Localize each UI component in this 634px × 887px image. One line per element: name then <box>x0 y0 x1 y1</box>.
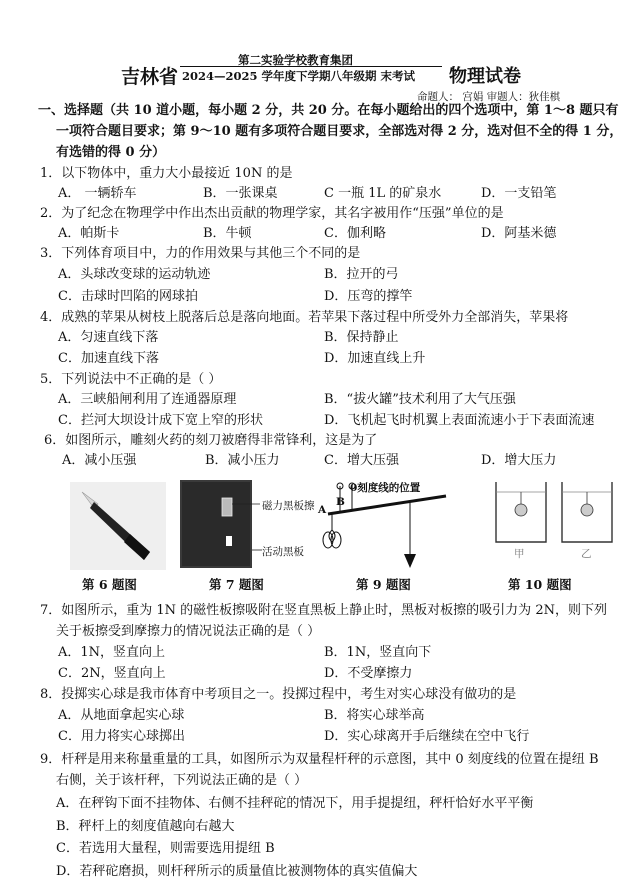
q3-stem: 3．下列体育项目中，力的作用效果与其他三个不同的是 <box>40 246 361 261</box>
q1-option-d: D．一支铅笔 <box>481 186 557 201</box>
q6-option-b: B．减小压力 <box>205 453 280 468</box>
q4-option-a: A．匀速直线下落 <box>58 330 159 345</box>
figure-10-caption: 第 10 题图 <box>508 577 572 592</box>
q6-option-a: A．减小压强 <box>62 453 137 468</box>
q2-option-d: D．阿基米德 <box>481 226 557 241</box>
q9-stem-line2: 右侧，关于该杆秤，下列说法正确的是（ ） <box>56 773 308 788</box>
q9-stem-line1: 9．杆秤是用来称量重量的工具，如图所示为双量程杆秤的示意图，其中 0 刻度线的位置在提纽 B <box>40 752 599 767</box>
school-underline <box>180 66 442 67</box>
q4-option-c: C．加速直线下落 <box>58 351 159 366</box>
section-intro-line3: 有选错的得 0 分） <box>56 145 166 160</box>
beakers-illustration <box>490 478 620 566</box>
school-name: 第二实验学校教育集团 <box>238 53 353 67</box>
q7-option-b: B．1N，竖直向下 <box>324 645 432 660</box>
beaker-left <box>496 482 546 542</box>
q8-option-d: D．实心球离开手后继续在空中飞行 <box>324 729 530 744</box>
q2-option-a: A．帕斯卡 <box>58 226 120 241</box>
figure-6-caption: 第 6 题图 <box>82 577 137 592</box>
q2-stem: 2．为了纪念在物理学中作出杰出贡献的物理学家，其名字被用作“压强”单位的是 <box>40 206 504 221</box>
figure-9-caption: 第 9 题图 <box>356 577 411 592</box>
figure-7-caption: 第 7 题图 <box>209 577 264 592</box>
q9-option-b: B．秤杆上的刻度值越向右越大 <box>56 819 235 834</box>
q2-option-c: C．伽利略 <box>324 226 386 241</box>
q6-option-d: D．增大压力 <box>481 453 557 468</box>
province: 吉林省 <box>121 66 179 88</box>
figure-10-label-right: 乙 <box>581 548 592 560</box>
q4-option-d: D．加速直线上升 <box>324 351 426 366</box>
figure-9-label-a: A <box>318 504 327 516</box>
q2-option-b: B．牛顿 <box>203 226 252 241</box>
q4-option-b: B．保持静止 <box>324 330 399 345</box>
q1-option-a: A． 一辆轿车 <box>58 186 137 201</box>
section-intro-line1: 一、选择题（共 10 道小题，每小题 2 分，共 20 分。在每小题给出的四个选项中，第 1～8 题只有 <box>38 103 619 118</box>
q3-option-a: A．头球改变球的运动轨迹 <box>58 267 211 282</box>
figure-7-label-board: 活动黑板 <box>262 546 304 558</box>
figure-9-label-b: B <box>336 496 345 508</box>
q1-option-c: C 一瓶 1L 的矿泉水 <box>324 186 442 201</box>
authors: 命题人： 宫娟 审题人：狄佳棋 <box>417 91 561 103</box>
q8-option-a: A．从地面拿起实心球 <box>58 708 185 723</box>
figure-10-label-left: 甲 <box>514 548 525 560</box>
q5-stem: 5．下列说法中不正确的是（ ） <box>40 372 222 387</box>
q4-stem: 4．成熟的苹果从树枝上脱落后总是落向地面。若苹果下落过程中所受外力全部消失，苹果将 <box>40 310 569 325</box>
q5-option-a: A．三峡船闸利用了连通器原理 <box>58 392 237 407</box>
q8-option-c: C．用力将实心球掷出 <box>58 729 185 744</box>
q3-option-c: C．击球时凹陷的网球拍 <box>58 289 198 304</box>
beaker-right <box>562 482 612 542</box>
q8-stem: 8．投掷实心球是我市体育中考项目之一。投掷过程中，考生对实心球没有做功的是 <box>40 687 517 702</box>
q7-option-d: D．不受摩擦力 <box>324 666 413 681</box>
q3-option-b: B．拉开的弓 <box>324 267 399 282</box>
q5-option-c: C．拦河大坝设计成下宽上窄的形状 <box>58 413 263 428</box>
q6-stem: 6．如图所示，雕刻火药的刻刀被磨得非常锋利，这是为了 <box>44 433 378 448</box>
q7-stem-line1: 7．如图所示，重为 1N 的磁性板擦吸附在竖直黑板上静止时，黑板对板擦的吸引力为 2N，则下列 <box>40 603 607 618</box>
q7-option-a: A．1N，竖直向上 <box>58 645 166 660</box>
q9-option-c: C．若选用大量程，则需要选用提纽 B <box>56 841 275 856</box>
section-intro-line2: 一项符合题目要求；第 9～10 题有多项符合题目要求，全部选对得 2 分，选对但不全的得 1 分， <box>56 124 623 139</box>
q8-option-b: B．将实心球举高 <box>324 708 425 723</box>
figure-7-label-eraser: 磁力黑板擦 <box>262 500 315 512</box>
q1-stem: 1．以下物体中，重力大小最接近 10N 的是 <box>40 166 293 181</box>
q5-option-b: B．“拔火罐”技术利用了大气压强 <box>324 392 516 407</box>
figure-6-knife <box>70 482 166 570</box>
term-line: 2024—2025 学年度下学期八年级期 末考试 <box>182 69 416 83</box>
knife-illustration <box>70 482 166 570</box>
q9-option-a: A．在秤钩下面不挂物体、右侧不挂秤砣的情况下，用手提提纽，秤杆恰好水平平衡 <box>56 796 534 811</box>
q7-option-c: C．2N，竖直向上 <box>58 666 166 681</box>
q1-option-b: B．一张课桌 <box>203 186 278 201</box>
q6-option-c: C．增大压强 <box>324 453 399 468</box>
q7-stem-line2: 关于板擦受到摩擦力的情况说法正确的是（ ） <box>56 624 321 639</box>
q3-option-d: D．压弯的撑竿 <box>324 289 413 304</box>
q9-option-d: D．若秤砣磨损，则杆秤所示的质量值比被测物体的真实值偏大 <box>56 864 418 879</box>
figure-9-zero-label: 0刻度线的位置 <box>350 482 421 494</box>
figure-10-beakers <box>490 478 620 566</box>
paper-title: 物理试卷 <box>449 66 521 87</box>
q5-option-d: D．飞机起飞时机翼上表面流速小于下表面流速 <box>324 413 595 428</box>
